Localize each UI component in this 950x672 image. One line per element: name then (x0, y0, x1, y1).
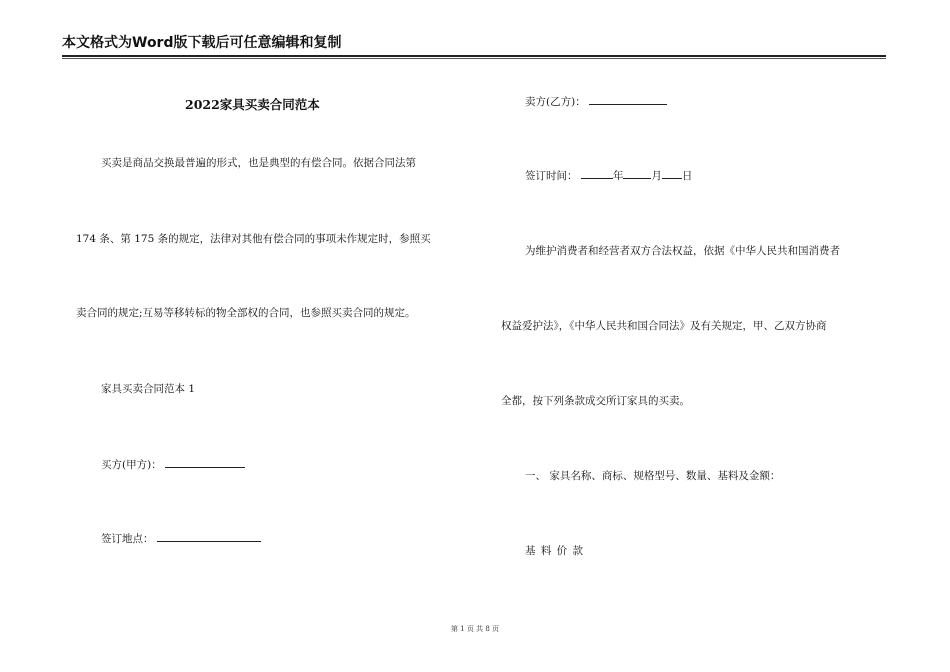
seller-label: 卖方(乙方)： (525, 96, 586, 108)
buyer-field (101, 457, 245, 472)
document-banner: 本文格式为Word版下载后可任意编辑和复制 (62, 35, 342, 51)
sign-time-field (525, 168, 692, 183)
year-blank (581, 168, 613, 179)
day-blank (662, 168, 682, 179)
page-number: 第 1 页 共 8 页 (450, 625, 500, 633)
columns-label: 基 料 价 款 (525, 545, 585, 557)
sample-heading: 家具买卖合同范本 1 (101, 383, 196, 395)
month-char: 月 (651, 170, 662, 182)
para-line-3: 全都，按下列条款成交所订家具的买卖。 (501, 395, 690, 407)
year-char: 年 (612, 170, 624, 182)
month-blank (623, 168, 651, 179)
seller-blank (589, 94, 667, 105)
para-line-1: 为维护消费者和经营者双方合法权益，依据《中华人民共和国消费者 (525, 245, 840, 257)
buyer-blank (165, 457, 245, 468)
sign-place-label: 签订地点： (101, 533, 154, 545)
sign-time-label: 签订时间： (525, 170, 578, 182)
seller-field (525, 94, 667, 109)
day-char: 日 (681, 170, 693, 182)
para-line-2: 权益爱护法》，《中华人民共和国合同法》及有关规定，甲、乙双方协商 (501, 320, 827, 332)
intro-line-3: 卖合同的规定;互易等移转标的物全部权的合同，也参照买卖合同的规定。 (76, 307, 416, 319)
sign-place-blank (157, 531, 261, 542)
item-one: 一、 家具名称、商标、规格型号、数量、基料及金额： (525, 470, 781, 482)
header-rule-thick (62, 55, 886, 57)
buyer-label: 买方(甲方)： (101, 459, 162, 471)
header-rule-thin (62, 58, 886, 59)
page-title: 2022家具买卖合同范本 (185, 97, 320, 112)
intro-line-1: 买卖是商品交换最普遍的形式，也是典型的有偿合同。依据合同法第 (101, 157, 416, 169)
sign-place-field (101, 531, 261, 546)
intro-line-2: 174 条、第 175 条的规定，法律对其他有偿合同的事项未作规定时，参照买 (76, 233, 431, 245)
